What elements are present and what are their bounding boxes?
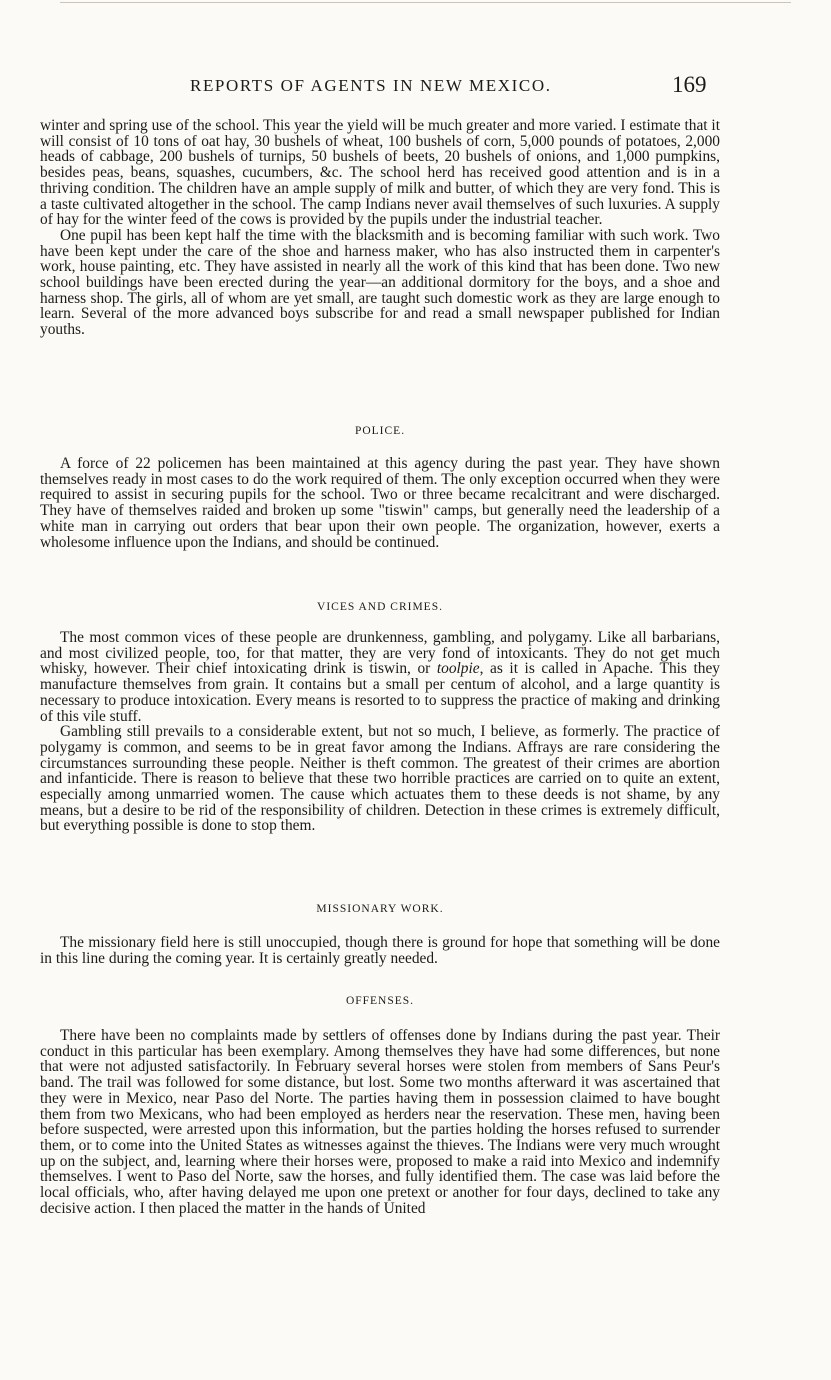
missionary-section — [40, 935, 720, 966]
running-head: REPORTS OF AGENTS IN NEW MEXICO. — [190, 76, 552, 95]
paragraph: Gambling still prevails to a considerable extent, but not so much, I believe, as formerly. The practice of polygamy is common, and seems to be in great favor among the Indians. Affrays are rare considering the circumstances surrounding these people. Neither is theft common. The greatest of their crimes are abortion and infanticide. There is reason to believe that these two horrible practices are carried on to quite an extent, especially among unmarried women. The cause which actuates them to these deeds is not shame, by any means, but a desire to be rid of the responsibility of children. Detection in these crimes is extremely difficult, but everything possible is done to stop them. — [40, 723, 720, 835]
paragraph — [40, 630, 720, 724]
section-heading-missionary: MISSIONARY WORK. — [316, 903, 444, 915]
page-number: 169 — [672, 72, 707, 97]
italic-term: toolpie — [436, 660, 480, 678]
paragraph: winter and spring use of the school. This year the yield will be much greater and more varied. I estimate that it will consist of 10 tons of oat hay, 30 bushels of wheat, 100 bushels of corn, 5,000 pounds of potatoes, 2,000 heads of cabbage, 200 bushels of turnips, 50 bushels of beets, 20 bushels of onions, and 1,000 pumpkins, besides peas, beans, squashes, cucumbers, &c. The school herd has received good attention and is in a thriving condition. The children have an ample supply of milk and butter, of which they are very fond. This is a taste cultivated altogether in the school. The camp Indians never avail themselves of such luxuries. A supply of hay for the winter feed of the cows is provided by the pupils under the industrial teacher. — [40, 117, 720, 229]
section-heading-vices: VICES AND CRIMES. — [317, 601, 443, 613]
paragraph: A force of 22 policemen has been maintained at this agency during the past year. They have shown themselves ready in most cases to do the work required of them. The only exception occurred when they were required to assist in securing pupils for the school. Two or three became recalcitrant and were discharged. They have of themselves raided and broken up some "tiswin" camps, but generally need the leadership of a white man in carrying out orders that bear upon their own people. The organization, however, exerts a wholesome influence upon the Indians, and should be continued. — [40, 455, 720, 551]
top-rule — [60, 2, 791, 3]
page-header — [40, 72, 720, 102]
section-heading-offenses: OFFENSES. — [345, 995, 415, 1007]
intro-section — [40, 118, 720, 338]
vices-section — [40, 630, 720, 834]
text-run: , as it is called in Apache. This they manufacture themselves from grain. It contains but a small per centum of alcohol, and a large quantity is necessary to produce intoxication. Every means is resorted to to suppress the practice of making and drinking of this vile stuff. — [40, 660, 720, 725]
text-run: The most common vices of these people are drunkenness, gambling, and polygamy. Like all barbarians, and most civilized people, too, for that matter, they are very fond of intoxicants. They do not get much whisky, however. Their chief intoxicating drink is tiswin, or — [40, 629, 720, 678]
police-section — [40, 456, 720, 550]
paragraph: The missionary field here is still unoccupied, though there is ground for hope that something will be done in this line during the coming year. It is certainly greatly needed. — [40, 934, 720, 967]
offenses-section — [40, 1028, 720, 1216]
section-heading-police: POLICE. — [354, 425, 406, 437]
paragraph: One pupil has been kept half the time with the blacksmith and is becoming familiar with such work. Two have been kept under the care of the shoe and harness maker, who has also instructed them in carpenter's work, house painting, etc. They have assisted in nearly all the work of this kind that has been done. Two new school buildings have been erected during the year—an additional dormitory for the boys, and a shoe and harness shop. The girls, all of whom are yet small, are taught such domestic work as they are large enough to learn. Several of the more advanced boys subscribe for and read a small newspaper published for Indian youths. — [40, 226, 720, 339]
paragraph: There have been no complaints made by settlers of offenses done by Indians during the past year. Their conduct in this particular has been exemplary. Among themselves they have had some differences, but none that were not adjusted satisfactorily. In February several horses were stolen from members of Sans Peur's band. The trail was followed for some distance, but lost. Some two months afterward it was ascertained that they were in Mexico, near Paso del Norte. The parties having them in possession claimed to have bought them from two Mexicans, who had been employed as herders near the reservation. These men, having been before suspected, were arrested upon this information, but the parties holding the horses refused to surrender them, or to come into the United States as witnesses against the thieves. The Indians were very much wrought up on the subject, and, learning where their horses were, proposed to make a raid into Mexico and indemnify themselves. I went to Paso del Norte, saw the horses, and fully identified them. The case was laid before the local officials, who, after having delayed me upon one pretext or another for four days, declined to take any decisive action. I then placed the matter in the hands of United — [40, 1027, 720, 1217]
